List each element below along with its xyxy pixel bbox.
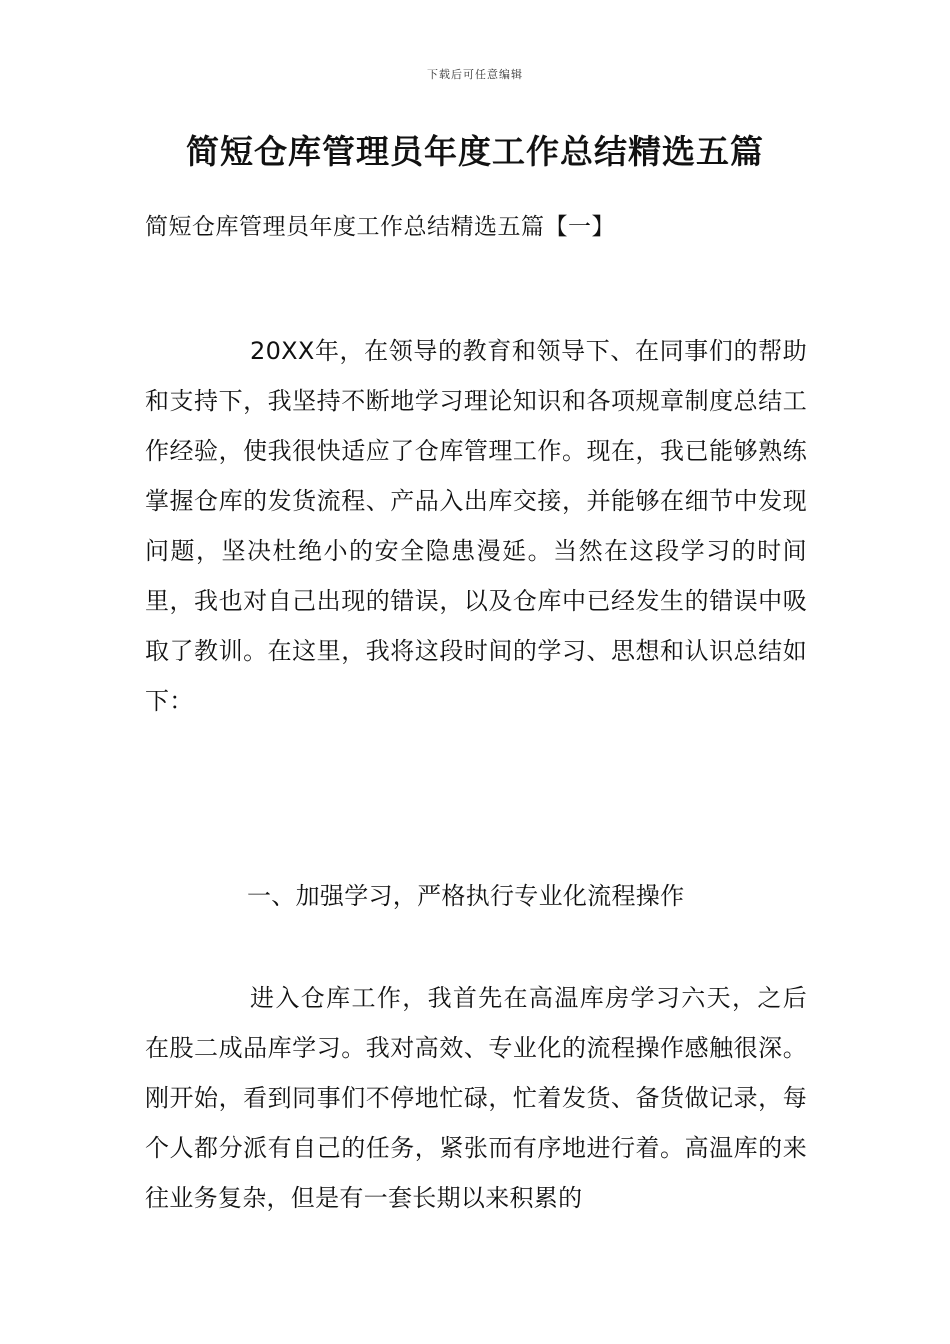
- page-title: 简短仓库管理员年度工作总结精选五篇: [186, 132, 764, 171]
- body-paragraph: 20XX年，在领导的教育和领导下、在同事们的帮助和支持下，我坚持不断地学习理论知识和各项规章制度总结工作经验，使我很快适应了仓库管理工作。现在，我已能够熟练掌握仓库的发货流程、产品入出库交接，并能够在细节中发现问题，坚决杜绝小的安全隐患漫延。当然在这段学习的时间里，我也对自己出现的错误，以及仓库中已经发生的错误中吸取了教训。在这里，我将这段时间的学习、思想和认识总结如下：: [145, 337, 807, 715]
- subheading: 一、加强学习，严格执行专业化流程操作: [247, 882, 685, 910]
- section-title: 简短仓库管理员年度工作总结精选五篇【一】: [145, 214, 615, 240]
- header-note: 下载后可任意编辑: [427, 68, 523, 81]
- body-paragraph: 进入仓库工作，我首先在高温库房学习六天，之后在股二成品库学习。我对高效、专业化的流程操作感触很深。刚开始，看到同事们不停地忙碌，忙着发货、备货做记录，每个人都分派有自己的任务，紧张而有序地进行着。高温库的来往业务复杂，但是有一套长期以来积累的: [145, 984, 807, 1212]
